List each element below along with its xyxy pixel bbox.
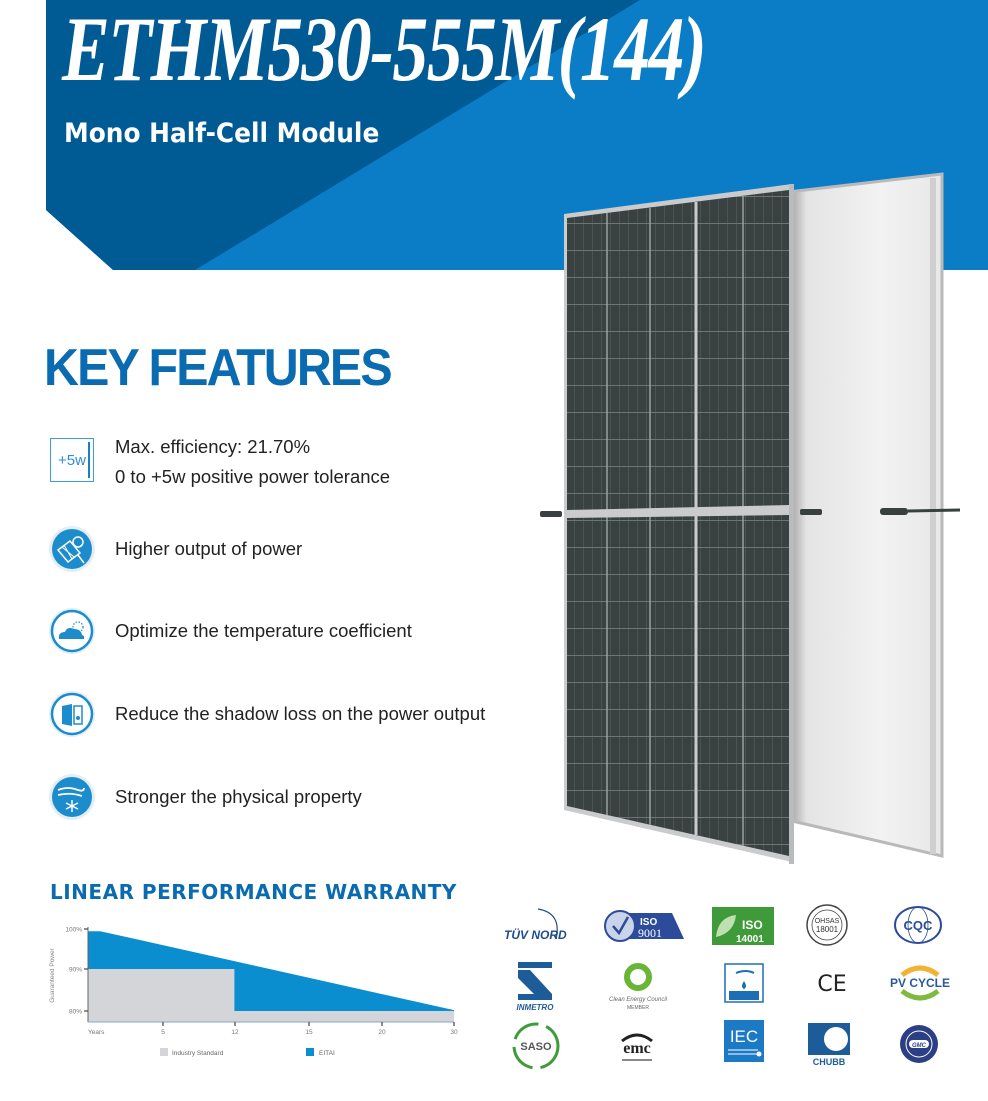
feature-item-physical (48, 773, 362, 821)
svg-text:30: 30 (450, 1029, 458, 1036)
emc-logo (612, 1027, 662, 1067)
svg-text:INMETRO: INMETRO (516, 1003, 554, 1012)
svg-text:ISO: ISO (640, 917, 658, 928)
feature-item-efficiency (48, 432, 390, 492)
svg-text:14001: 14001 (736, 934, 764, 945)
svg-text:emc: emc (623, 1040, 651, 1057)
product-model-title: ETHM530-555M(144) (62, 0, 706, 100)
svg-text:TÜV NORD: TÜV NORD (504, 928, 567, 942)
pv-cycle-logo (888, 959, 952, 1007)
warranty-chart (40, 915, 470, 1065)
inmetro-logo (510, 960, 560, 1012)
feature-item-temperature (48, 607, 412, 655)
product-subtitle: Mono Half-Cell Module (64, 118, 380, 149)
feature-item-output (48, 525, 302, 573)
svg-text:GMC: GMC (912, 1043, 926, 1049)
svg-text:EITAI: EITAI (319, 1050, 335, 1057)
gmc-logo (898, 1023, 940, 1065)
svg-text:5: 5 (161, 1029, 165, 1036)
feature-text: Stronger the physical property (115, 786, 362, 807)
tuv-nord-logo (500, 905, 570, 945)
svg-text:12: 12 (231, 1029, 239, 1036)
svg-text:100%: 100% (65, 926, 82, 934)
iso-9001-logo (602, 905, 687, 945)
solar-panel-image (530, 170, 970, 870)
iso-14001-logo (712, 907, 774, 947)
ce-logo: CE (817, 971, 847, 997)
clean-energy-council-logo (600, 961, 676, 1015)
salt-mist-test-logo (724, 963, 764, 1003)
svg-text:SASO: SASO (520, 1041, 552, 1053)
iec-logo (724, 1020, 764, 1062)
solar-panel-sun-icon (48, 525, 96, 573)
svg-text:ISO: ISO (742, 918, 763, 932)
chubb-logo (808, 1023, 852, 1067)
key-features-heading: KEY FEATURES (44, 339, 391, 397)
feature-item-shadow (48, 690, 485, 738)
feature-text: Reduce the shadow loss on the power output (115, 703, 486, 724)
feature-text: Optimize the temperature coefficient (115, 620, 412, 641)
warranty-heading: LINEAR PERFORMANCE WARRANTY (50, 880, 457, 904)
svg-text:Guaranteed Power: Guaranteed Power (49, 948, 56, 1003)
svg-text:Clean Energy Council: Clean Energy Council (608, 997, 668, 1003)
cqc-logo (892, 903, 944, 947)
svg-text:CQC: CQC (903, 918, 933, 933)
feature-text: Higher output of power (115, 538, 303, 559)
shadow-panel-icon (48, 690, 96, 738)
feature-text: Max. efficiency: 21.70% 0 to +5w positive power tolerance (115, 436, 391, 487)
svg-text:80%: 80% (68, 1008, 82, 1016)
cloud-sun-icon (48, 607, 96, 655)
svg-text:Industry Standard: Industry Standard (172, 1050, 224, 1057)
svg-text:20: 20 (378, 1029, 386, 1036)
certification-logos (490, 895, 970, 1075)
svg-text:Years: Years (88, 1029, 105, 1036)
svg-text:18001: 18001 (815, 925, 839, 934)
svg-text:OHSAS: OHSAS (814, 918, 840, 925)
svg-text:90%: 90% (68, 966, 82, 974)
svg-text:9001: 9001 (638, 926, 662, 940)
wind-snow-icon (48, 773, 96, 821)
plus-5w-icon: +5w (48, 438, 96, 486)
svg-text:IEC: IEC (729, 1027, 759, 1046)
svg-text:CHUBB: CHUBB (812, 1057, 846, 1067)
svg-text:MEMBER: MEMBER (627, 1005, 649, 1011)
svg-text:15: 15 (305, 1029, 313, 1036)
saso-logo (510, 1020, 562, 1072)
ohsas-18001-logo (805, 903, 849, 947)
svg-text:PV CYCLE: PV CYCLE (889, 976, 951, 990)
